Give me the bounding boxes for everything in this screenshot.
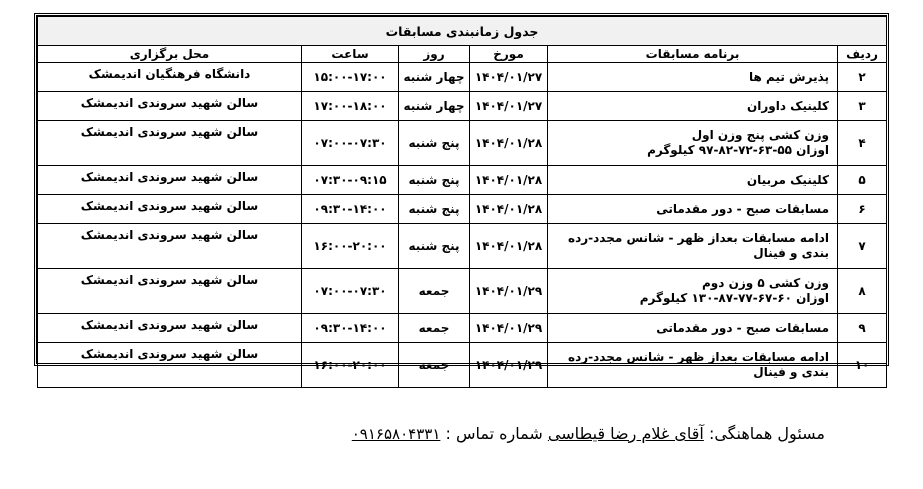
cell-date: ۱۴۰۴/۰۱/۲۸ (470, 166, 548, 195)
program-line-2: اوزان ۶۰-۶۷-۷۷-۸۷-۱۳۰ کیلوگرم (639, 291, 830, 305)
table-row (38, 269, 887, 314)
table-row (38, 224, 887, 269)
cell-program (548, 195, 838, 224)
cell-venue: سالن شهید سروندی اندیمشک (38, 343, 302, 388)
cell-date: ۱۴۰۴/۰۱/۲۸ (470, 121, 548, 166)
cell-time: ۰۷:۳۰-۰۹:۱۵ (302, 166, 399, 195)
table-row (38, 121, 887, 166)
cell-time: ۰۷:۰۰-۰۷:۳۰ (302, 269, 399, 314)
cell-row-number: ۱۰ (838, 343, 887, 388)
cell-program (548, 314, 838, 343)
cell-time: ۱۷:۰۰-۱۸:۰۰ (302, 92, 399, 121)
cell-venue: سالن شهید سروندی اندیمشک (38, 269, 302, 314)
cell-time: ۰۹:۳۰-۱۴:۰۰ (302, 195, 399, 224)
program-line: ادامه مسابقات بعداز ظهر - شانس مجدد-رده (568, 350, 830, 364)
table-title: جدول زمانبندی مسابقات (38, 17, 887, 46)
cell-time: ۱۶:۰۰-۲۰:۰۰ (302, 343, 399, 388)
table-row (38, 314, 887, 343)
cell-venue: سالن شهید سروندی اندیمشک (38, 195, 302, 224)
program-line: مسابقات صبح - دور مقدماتی (656, 320, 830, 335)
cell-date: ۱۴۰۴/۰۱/۲۷ (470, 92, 548, 121)
cell-day: پنج شنبه (399, 166, 470, 195)
coordinator-footer (295, 424, 825, 443)
program-line-2: بندی و فینال (753, 246, 830, 260)
cell-venue: سالن شهید سروندی اندیمشک (38, 121, 302, 166)
program-line-2: اوزان ۵۵-۶۳-۷۲-۸۲-۹۷ کیلوگرم (647, 143, 830, 157)
coordinator-label: مسئول هماهنگی: (708, 424, 825, 443)
cell-date: ۱۴۰۴/۰۱/۲۹ (470, 343, 548, 388)
cell-day: جمعه (399, 343, 470, 388)
cell-row-number: ۷ (838, 224, 887, 269)
table-row (38, 195, 887, 224)
cell-time: ۱۵:۰۰-۱۷:۰۰ (302, 63, 399, 92)
header-row (38, 46, 887, 63)
cell-row-number: ۲ (838, 63, 887, 92)
cell-date: ۱۴۰۴/۰۱/۲۸ (470, 195, 548, 224)
cell-date: ۱۴۰۴/۰۱/۲۸ (470, 224, 548, 269)
coordinator-name: آقای غلام رضا قیطاسی (547, 424, 704, 443)
cell-row-number: ۴ (838, 121, 887, 166)
cell-row-number: ۶ (838, 195, 887, 224)
cell-program (548, 224, 838, 269)
cell-venue: دانشگاه فرهنگیان اندیمشک (38, 63, 302, 92)
contact-label: شماره تماس : (445, 424, 543, 443)
cell-time: ۱۶:۰۰-۲۰:۰۰ (302, 224, 399, 269)
cell-day: پنج شنبه (399, 195, 470, 224)
cell-row-number: ۹ (838, 314, 887, 343)
header-day: روز (399, 46, 470, 63)
cell-day: چهار شنبه (399, 63, 470, 92)
cell-program (548, 63, 838, 92)
cell-program (548, 269, 838, 314)
cell-date: ۱۴۰۴/۰۱/۲۹ (470, 269, 548, 314)
program-line: کلینیک داوران (746, 98, 830, 113)
schedule-table (37, 16, 887, 388)
cell-venue: سالن شهید سروندی اندیمشک (38, 92, 302, 121)
cell-time: ۰۷:۰۰-۰۷:۳۰ (302, 121, 399, 166)
cell-program (548, 92, 838, 121)
phone-number: ۰۹۱۶۵۸۰۴۳۳۱ (351, 425, 441, 443)
cell-day: جمعه (399, 269, 470, 314)
table-row (38, 92, 887, 121)
cell-row-number: ۸ (838, 269, 887, 314)
table-row (38, 63, 887, 92)
cell-date: ۱۴۰۴/۰۱/۲۷ (470, 63, 548, 92)
header-date: مورخ (470, 46, 548, 63)
cell-venue: سالن شهید سروندی اندیمشک (38, 224, 302, 269)
cell-time: ۰۹:۳۰-۱۴:۰۰ (302, 314, 399, 343)
cell-venue: سالن شهید سروندی اندیمشک (38, 166, 302, 195)
program-line: وزن کشی ۵ وزن دوم (702, 276, 830, 290)
table-row (38, 343, 887, 388)
cell-program (548, 121, 838, 166)
header-time: ساعت (302, 46, 399, 63)
cell-venue: سالن شهید سروندی اندیمشک (38, 314, 302, 343)
cell-day: جمعه (399, 314, 470, 343)
cell-day: چهار شنبه (399, 92, 470, 121)
cell-row-number: ۵ (838, 166, 887, 195)
header-program: برنامه مسابقات (548, 46, 838, 63)
program-line-2: بندی و فینال (753, 365, 830, 379)
cell-program (548, 166, 838, 195)
header-venue: محل برگزاری (38, 46, 302, 63)
header-row-number: ردیف (838, 46, 887, 63)
cell-date: ۱۴۰۴/۰۱/۲۹ (470, 314, 548, 343)
program-line: پذیرش تیم ها (749, 69, 830, 84)
cell-day: پنج شنبه (399, 224, 470, 269)
cell-program (548, 343, 838, 388)
table-row (38, 166, 887, 195)
cell-row-number: ۳ (838, 92, 887, 121)
program-line: وزن کشی پنج وزن اول (691, 128, 830, 142)
program-line: کلینیک مربیان (746, 172, 830, 187)
program-line: ادامه مسابقات بعداز ظهر - شانس مجدد-رده (568, 231, 830, 245)
program-line: مسابقات صبح - دور مقدماتی (656, 201, 830, 216)
cell-day: پنج شنبه (399, 121, 470, 166)
